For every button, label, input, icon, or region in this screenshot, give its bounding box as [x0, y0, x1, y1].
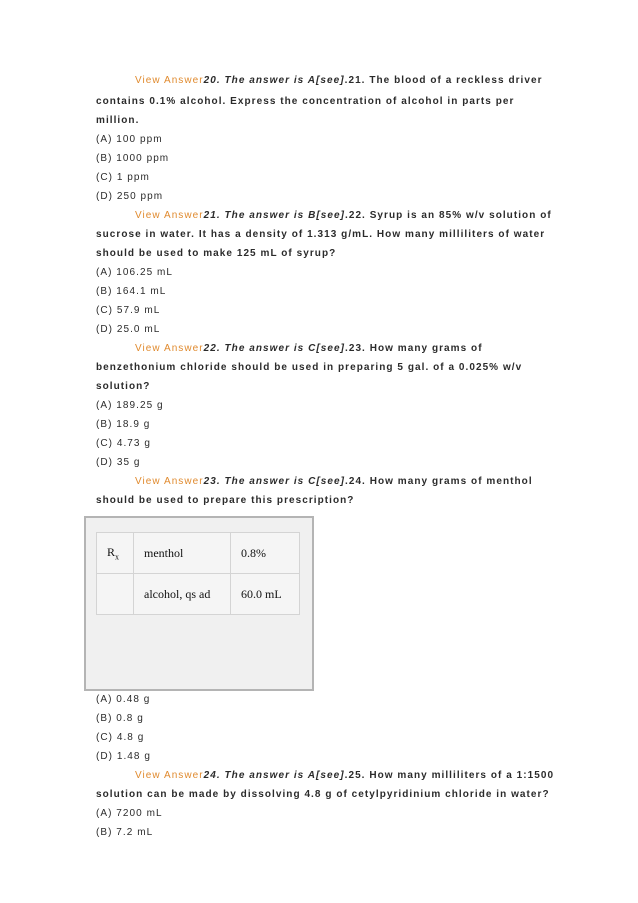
answer-option: (D) 35 g [96, 457, 141, 468]
answer-option: (D) 25.0 mL [96, 324, 161, 335]
question-stem: .22. Syrup is an 85% w/v solution of [345, 210, 552, 221]
table-row [97, 533, 300, 574]
question-stem-line: should be used to prepare this prescription? [96, 495, 355, 506]
answer-option: (D) 1.48 g [96, 751, 151, 762]
view-answer-link[interactable]: View Answer [135, 770, 204, 781]
answer-option: (B) 0.8 g [96, 713, 144, 724]
question-21-header [135, 74, 543, 88]
question-23-header [135, 342, 483, 356]
answer-option: (D) 250 ppm [96, 191, 164, 202]
answer-text: 24. The answer is A[see] [203, 770, 345, 781]
answer-option: (C) 4.73 g [96, 438, 151, 449]
ingredient-cell: menthol [134, 533, 231, 574]
answer-option: (B) 164.1 mL [96, 286, 167, 297]
question-stem: .23. How many grams of [345, 343, 483, 354]
ingredient-cell: alcohol, qs ad [134, 574, 231, 615]
question-stem-line: sucrose in water. It has a density of 1.313 g/mL. How many milliliters of water [96, 229, 546, 240]
answer-text: 20. The answer is A[see] [203, 75, 345, 86]
question-stem: .25. How many milliliters of a 1:1500 [344, 770, 555, 781]
question-stem-line: benzethonium chloride should be used in preparing 5 gal. of a 0.025% w/v [96, 362, 523, 373]
view-answer-link[interactable]: View Answer [135, 343, 204, 354]
question-stem-line: solution can be made by dissolving 4.8 g of cetylpyridinium chloride in water? [96, 789, 550, 800]
answer-text: 22. The answer is C[see] [203, 343, 345, 354]
amount-cell: 0.8% [231, 533, 300, 574]
question-stem-line: million. [96, 115, 140, 126]
prescription-table [96, 532, 300, 615]
view-answer-link[interactable]: View Answer [135, 210, 204, 221]
answer-option: (C) 4.8 g [96, 732, 145, 743]
answer-option: (A) 189.25 g [96, 400, 164, 411]
answer-option: (B) 18.9 g [96, 419, 151, 430]
answer-option: (C) 57.9 mL [96, 305, 161, 316]
answer-option: (A) 7200 mL [96, 808, 163, 819]
question-stem: .21. The blood of a reckless driver [344, 75, 543, 86]
table-row [97, 574, 300, 615]
answer-text: 21. The answer is B[see] [203, 210, 345, 221]
question-stem-line: should be used to make 125 mL of syrup? [96, 248, 337, 259]
question-22-header [135, 209, 552, 223]
question-stem-line: contains 0.1% alcohol. Express the concentration of alcohol in parts per [96, 96, 515, 107]
answer-option: (C) 1 ppm [96, 172, 150, 183]
answer-text: 23. The answer is C[see] [203, 476, 345, 487]
answer-option: (B) 7.2 mL [96, 827, 154, 838]
empty-cell [97, 574, 134, 615]
prescription-box [84, 516, 314, 691]
view-answer-link[interactable]: View Answer [135, 75, 204, 86]
rx-symbol: $R_x$ [97, 533, 134, 574]
question-25-header [135, 769, 554, 783]
answer-option: (B) 1000 ppm [96, 153, 170, 164]
view-answer-link[interactable]: View Answer [135, 476, 204, 487]
answer-option: (A) 0.48 g [96, 694, 151, 705]
question-stem: .24. How many grams of menthol [345, 476, 533, 487]
answer-option: (A) 100 ppm [96, 134, 163, 145]
amount-cell: 60.0 mL [231, 574, 300, 615]
question-stem-line: solution? [96, 381, 151, 392]
answer-option: (A) 106.25 mL [96, 267, 174, 278]
question-24-header [135, 475, 533, 489]
